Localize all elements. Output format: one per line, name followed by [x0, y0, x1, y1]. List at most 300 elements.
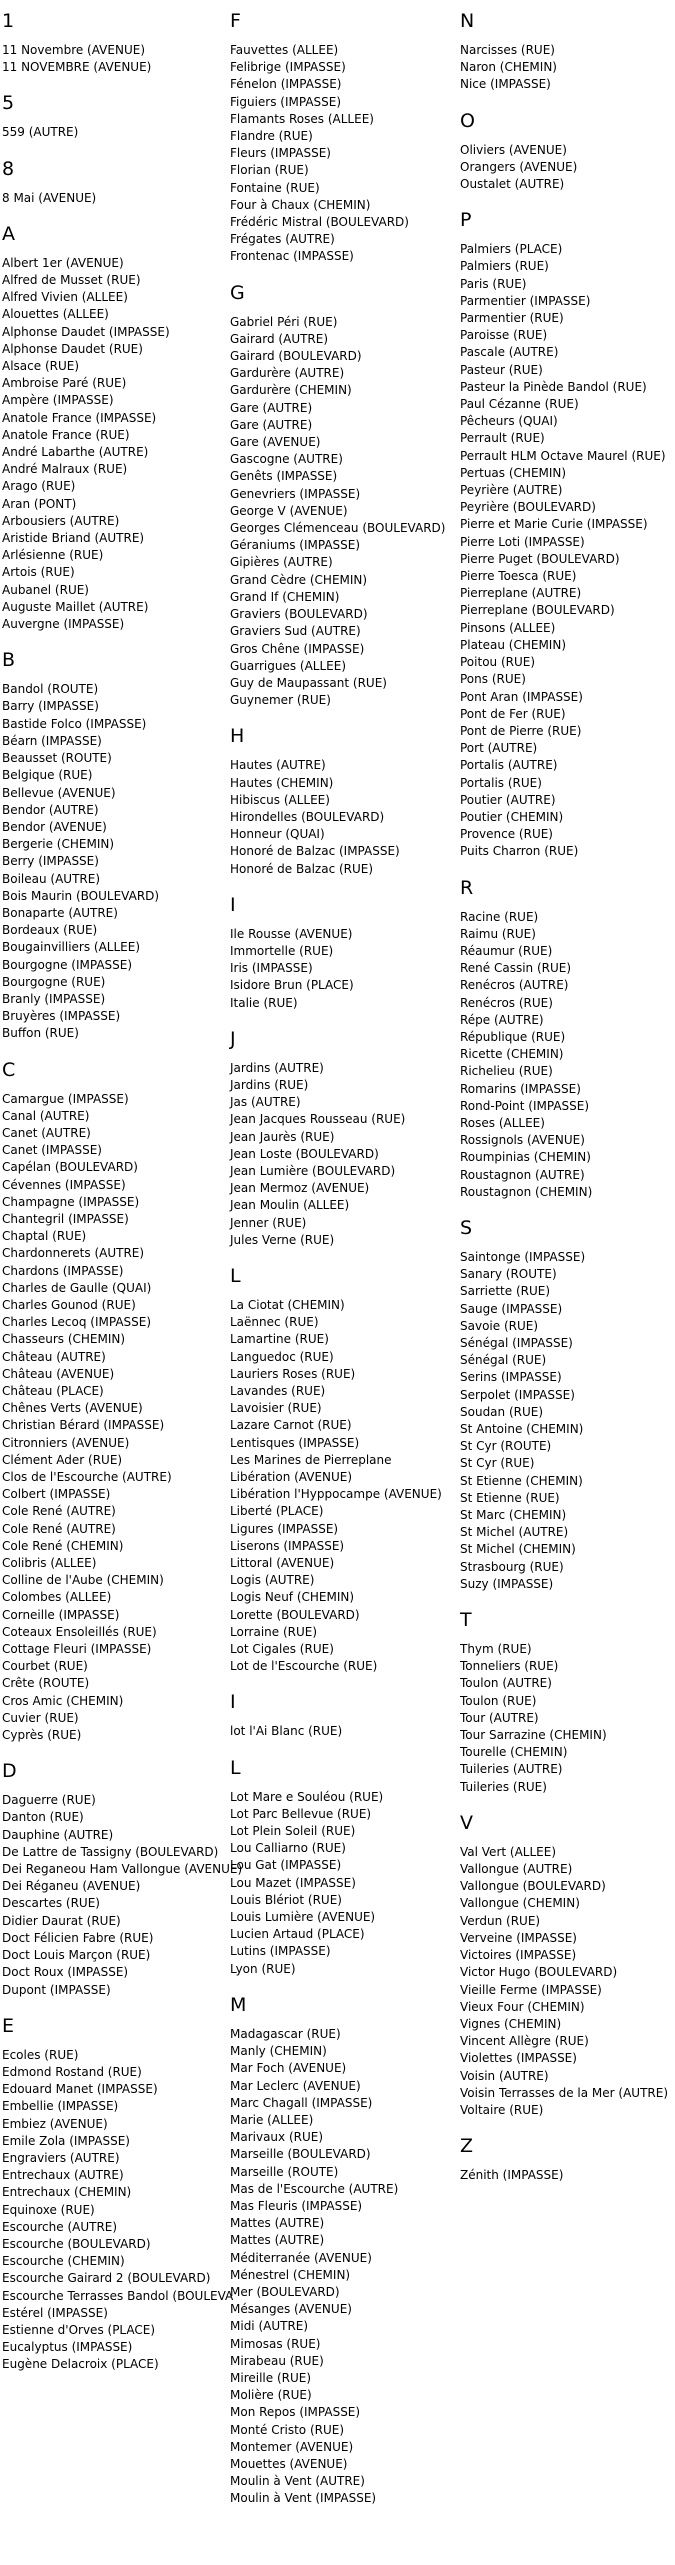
street-entry: Lorette (BOULEVARD)	[230, 1607, 360, 1622]
street-entry: Richelieu (RUE)	[460, 1064, 553, 1079]
street-entry: Doct Roux (IMPASSE)	[2, 1965, 129, 1980]
street-section	[2, 158, 227, 207]
street-entry: Romarins (IMPASSE)	[460, 1081, 581, 1096]
street-entry: Jenner (RUE)	[230, 1215, 307, 1230]
street-entry: Bordeaux (RUE)	[2, 923, 98, 938]
street-entry: Eucalyptus (IMPASSE)	[2, 2340, 133, 2355]
section-letter-heading: J	[230, 1027, 236, 1050]
street-entry: Narcisses (RUE)	[460, 43, 555, 57]
street-entry: Arlésienne (RUE)	[2, 548, 104, 563]
street-entry: Lot Plein Soleil (RUE)	[230, 1824, 356, 1839]
street-entry: Jean Mermoz (AVENUE)	[230, 1181, 370, 1196]
street-entry: Poutier (AUTRE)	[460, 792, 556, 807]
street-entry: Four à Chaux (CHEMIN)	[230, 197, 371, 212]
street-entry: Arago (RUE)	[2, 479, 76, 494]
section-letter-heading: P	[460, 209, 472, 232]
section-letter-heading: 5	[2, 92, 15, 115]
street-entry: Pierreplane (BOULEVARD)	[460, 603, 615, 618]
street-entry: Grand Cèdre (CHEMIN)	[230, 572, 368, 587]
street-entry: Daguerre (RUE)	[2, 1793, 96, 1808]
street-entry: De Lattre de Tassigny (BOULEVARD)	[2, 1844, 219, 1859]
street-entry: Suzy (IMPASSE)	[460, 1576, 554, 1591]
street-section	[460, 1609, 675, 1796]
street-entry: Vieille Ferme (IMPASSE)	[460, 1982, 602, 1997]
street-entry: Barry (IMPASSE)	[2, 699, 99, 714]
street-entry: Cuvier (RUE)	[2, 1710, 79, 1725]
street-entry: 8 Mai (AVENUE)	[2, 190, 97, 205]
street-entry: Pêcheurs (QUAI)	[460, 414, 558, 429]
street-entry: Vieux Four (CHEMIN)	[460, 1999, 585, 2014]
street-entry: Cole René (AUTRE)	[2, 1521, 116, 1536]
street-entry: Edmond Rostand (RUE)	[2, 2064, 142, 2079]
street-entry: Poitou (RUE)	[460, 655, 536, 670]
street-entry: Palmiers (PLACE)	[460, 242, 563, 257]
street-entry: Frédéric Mistral (BOULEVARD)	[230, 215, 409, 230]
street-entry: Danton (RUE)	[2, 1810, 84, 1825]
street-entry: Pascale (AUTRE)	[460, 345, 559, 360]
street-section	[230, 1691, 455, 1740]
street-section	[2, 10, 227, 76]
street-entry: Logis Neuf (CHEMIN)	[230, 1590, 355, 1605]
street-entry: Portalis (RUE)	[460, 775, 542, 790]
street-entry: Gare (AUTRE)	[230, 400, 313, 415]
street-entry: Jean Jacques Rousseau (RUE)	[230, 1112, 406, 1127]
street-entry: Gascogne (AUTRE)	[230, 452, 343, 467]
street-entry: Jean Moulin (ALLEE)	[230, 1198, 350, 1213]
street-entry: Roustagnon (AUTRE)	[460, 1167, 585, 1182]
street-entry: Eugène Delacroix (PLACE)	[2, 2357, 159, 2372]
street-section	[2, 92, 227, 141]
section-letter-heading: M	[230, 1993, 247, 2016]
street-entry: Peyrière (BOULEVARD)	[460, 500, 596, 515]
street-entry: Gardurère (AUTRE)	[230, 366, 345, 381]
street-entry: Les Marines de Pierreplane	[230, 1452, 392, 1467]
street-entry: Nice (IMPASSE)	[460, 77, 551, 92]
street-entry: Colibris (ALLEE)	[2, 1556, 97, 1571]
section-letter-heading: H	[230, 725, 245, 748]
street-entry: Chênes Verts (AVENUE)	[2, 1401, 143, 1416]
street-entry: Branly (IMPASSE)	[2, 991, 106, 1006]
section-letter-heading: G	[230, 281, 245, 304]
street-entry: Ménestrel (CHEMIN)	[230, 2267, 351, 2282]
street-entry: Lot Cigales (RUE)	[230, 1642, 334, 1657]
street-entry: Mimosas (RUE)	[230, 2336, 321, 2351]
section-letter-heading: I	[230, 893, 236, 916]
street-entry: Victor Hugo (BOULEVARD)	[460, 1965, 618, 1980]
street-entry: Bellevue (AVENUE)	[2, 785, 116, 800]
street-entry: Zénith (IMPASSE)	[460, 2168, 564, 2183]
street-entry: Mouettes (AVENUE)	[230, 2456, 348, 2471]
street-entry: Lou Mazet (IMPASSE)	[230, 1875, 356, 1890]
street-entry: Lucien Artaud (PLACE)	[230, 1927, 365, 1942]
street-entry: Pont Aran (IMPASSE)	[460, 689, 583, 704]
street-entry: Dupont (IMPASSE)	[2, 1982, 111, 1997]
street-entry: Jean Loste (BOULEVARD)	[230, 1146, 379, 1161]
street-section	[460, 877, 675, 1201]
street-entry: Colline de l'Aube (CHEMIN)	[2, 1573, 164, 1588]
section-letter-heading: I	[230, 1691, 236, 1714]
street-entry: Toulon (AUTRE)	[460, 1676, 552, 1691]
street-entry: Canet (IMPASSE)	[2, 1143, 102, 1158]
street-entry: Bruyères (IMPASSE)	[2, 1009, 121, 1024]
street-entry: Pont de Fer (RUE)	[460, 706, 566, 721]
street-entry: Fontaine (RUE)	[230, 180, 320, 195]
street-entry: Vallongue (BOULEVARD)	[460, 1879, 606, 1894]
street-entry: Aubanel (RUE)	[2, 582, 89, 597]
street-entry: Emile Zola (IMPASSE)	[2, 2133, 130, 2148]
street-entry: Mirabeau (RUE)	[230, 2353, 324, 2368]
street-section	[2, 223, 227, 633]
street-entry: Christian Bérard (IMPASSE)	[2, 1418, 165, 1433]
street-entry: Artois (RUE)	[2, 565, 75, 580]
street-entry: Honoré de Balzac (IMPASSE)	[230, 844, 400, 859]
street-entry: Perrault (RUE)	[460, 431, 545, 446]
column-1	[2, 10, 243, 2390]
street-entry: Mas Fleuris (IMPASSE)	[230, 2198, 363, 2213]
street-entry: Charles Gounod (RUE)	[2, 1297, 136, 1312]
street-entry: St Cyr (RUE)	[460, 1456, 535, 1471]
street-entry: Escourche (BOULEVARD)	[2, 2236, 151, 2251]
street-entry: Gairard (AUTRE)	[230, 331, 329, 346]
street-entry: Fénelon (IMPASSE)	[230, 77, 342, 92]
street-entry: Toulon (RUE)	[460, 1693, 537, 1708]
street-entry: Citronniers (AVENUE)	[2, 1435, 130, 1450]
street-entry: Iris (IMPASSE)	[230, 961, 313, 976]
street-entry: Cole René (AUTRE)	[2, 1504, 116, 1519]
street-entry: Colombes (ALLEE)	[2, 1590, 112, 1605]
street-entry: Bergerie (CHEMIN)	[2, 837, 115, 852]
street-entry: Soudan (RUE)	[460, 1404, 544, 1419]
street-entry: Renécros (RUE)	[460, 995, 553, 1010]
section-letter-heading: S	[460, 1216, 473, 1239]
section-letter-heading: L	[230, 1264, 241, 1287]
street-entry: Engraviers (AUTRE)	[2, 2150, 120, 2165]
section-letter-heading: 1	[2, 10, 15, 32]
street-entry: Alsace (RUE)	[2, 359, 80, 374]
section-letter-heading: N	[460, 10, 475, 32]
street-entry: La Ciotat (CHEMIN)	[230, 1297, 345, 1312]
street-entry: Verveine (IMPASSE)	[460, 1930, 577, 1945]
street-entry: Bandol (ROUTE)	[2, 682, 99, 697]
street-entry: Lazare Carnot (RUE)	[230, 1418, 352, 1433]
street-entry: Tuileries (AUTRE)	[460, 1762, 563, 1777]
street-entry: Georges Clémenceau (BOULEVARD)	[230, 521, 446, 536]
street-section	[2, 649, 227, 1042]
street-section	[2, 1059, 227, 1745]
street-entry: Bonaparte (AUTRE)	[2, 905, 118, 920]
street-entry: Frontenac (IMPASSE)	[230, 249, 354, 264]
section-letter-heading: A	[2, 222, 15, 245]
street-entry: Genevriers (IMPASSE)	[230, 486, 361, 501]
street-entry: Canet (AUTRE)	[2, 1125, 91, 1140]
street-entry: Pierreplane (AUTRE)	[460, 586, 582, 601]
street-entry: Aristide Briand (AUTRE)	[2, 531, 145, 546]
street-entry: Marseille (ROUTE)	[230, 2164, 339, 2179]
street-entry: Escourche Terrasses Bandol (BOULEVA	[2, 2288, 234, 2303]
street-entry: Logis (AUTRE)	[230, 1573, 315, 1588]
street-entry: Alfred Vivien (ALLEE)	[2, 290, 128, 305]
street-entry: Pierre et Marie Curie (IMPASSE)	[460, 517, 648, 532]
street-entry: Racine (RUE)	[460, 909, 539, 924]
street-entry: Vallongue (AUTRE)	[460, 1862, 573, 1877]
street-entry: Bendor (AUTRE)	[2, 802, 99, 817]
street-entry: Mattes (AUTRE)	[230, 2233, 325, 2248]
street-entry: Genêts (IMPASSE)	[230, 469, 338, 484]
street-entry: St Etienne (RUE)	[460, 1490, 560, 1505]
street-entry: Château (PLACE)	[2, 1384, 104, 1398]
street-entry: Gardurère (CHEMIN)	[230, 383, 352, 398]
street-entry: Beausset (ROUTE)	[2, 751, 112, 766]
street-entry: Courbet (RUE)	[2, 1659, 88, 1674]
section-letter-heading: V	[460, 1811, 473, 1834]
street-entry: Hautes (CHEMIN)	[230, 775, 334, 790]
street-entry: Embellie (IMPASSE)	[2, 2099, 119, 2114]
street-entry: Champagne (IMPASSE)	[2, 1194, 140, 1209]
section-letter-heading: O	[460, 109, 475, 132]
street-entry: Sauge (IMPASSE)	[460, 1301, 563, 1316]
street-entry: Guy de Maupassant (RUE)	[230, 675, 387, 690]
street-entry: Monté Cristo (RUE)	[230, 2422, 345, 2437]
street-entry: Parmentier (RUE)	[460, 311, 564, 326]
street-entry: Escourche (AUTRE)	[2, 2219, 118, 2234]
street-entry: Didier Daurat (RUE)	[2, 1913, 121, 1928]
section-letter-heading: R	[460, 876, 474, 899]
street-entry: Pinsons (ALLEE)	[460, 620, 556, 635]
street-entry: Liserons (IMPASSE)	[230, 1538, 345, 1553]
street-entry: Escourche Gairard 2 (BOULEVARD)	[2, 2271, 211, 2286]
street-entry: Lou Gat (IMPASSE)	[230, 1858, 342, 1873]
street-entry: Gros Chêne (IMPASSE)	[230, 641, 365, 656]
street-entry: Peyrière (AUTRE)	[460, 483, 563, 498]
street-entry: Louis Blériot (RUE)	[230, 1892, 342, 1907]
street-entry: Pierre Toesca (RUE)	[460, 569, 577, 584]
street-entry: St Marc (CHEMIN)	[460, 1508, 567, 1523]
street-entry: Géraniums (IMPASSE)	[230, 538, 361, 553]
street-entry: Gabriel Péri (RUE)	[230, 314, 338, 329]
street-entry: Doct Félicien Fabre (RUE)	[2, 1930, 154, 1945]
street-entry: Jardins (AUTRE)	[230, 1060, 324, 1075]
street-entry: Plateau (CHEMIN)	[460, 637, 567, 652]
street-entry: Ambroise Paré (RUE)	[2, 376, 127, 391]
street-entry: Escourche (CHEMIN)	[2, 2254, 125, 2269]
street-entry: René Cassin (RUE)	[460, 961, 572, 976]
street-entry: Dauphine (AUTRE)	[2, 1827, 114, 1842]
street-entry: Bastide Folco (IMPASSE)	[2, 716, 147, 731]
street-entry: Flamants Roses (ALLEE)	[230, 111, 374, 126]
street-entry: Ile Rousse (AVENUE)	[230, 926, 353, 941]
street-section	[460, 1812, 675, 2119]
street-entry: Mon Repos (IMPASSE)	[230, 2405, 361, 2420]
street-entry: Immortelle (RUE)	[230, 943, 334, 958]
street-entry: St Etienne (CHEMIN)	[460, 1473, 583, 1488]
street-entry: Ligures (IMPASSE)	[230, 1521, 339, 1536]
street-entry: Grand If (CHEMIN)	[230, 589, 340, 604]
street-entry: Lot Parc Bellevue (RUE)	[230, 1806, 372, 1821]
street-entry: Jas (AUTRE)	[230, 1095, 301, 1110]
street-entry: Paroisse (RUE)	[460, 328, 548, 343]
section-letter-heading: C	[2, 1058, 16, 1081]
street-entry: Dei Réganeu (AVENUE)	[2, 1879, 141, 1894]
street-entry: Serins (IMPASSE)	[460, 1370, 562, 1385]
street-entry: Clément Ader (RUE)	[2, 1452, 123, 1467]
street-entry: Auvergne (IMPASSE)	[2, 617, 125, 632]
street-entry: 559 (AUTRE)	[2, 125, 79, 140]
street-entry: Marc Chagall (IMPASSE)	[230, 2095, 373, 2110]
street-entry: Béarn (IMPASSE)	[2, 733, 102, 748]
street-entry: Victoires (IMPASSE)	[460, 1948, 577, 1963]
street-entry: Jules Verne (RUE)	[230, 1232, 335, 1247]
street-entry: Roumpinias (CHEMIN)	[460, 1150, 591, 1165]
street-entry: Littoral (AVENUE)	[230, 1556, 335, 1571]
street-entry: Chardons (IMPASSE)	[2, 1263, 124, 1278]
street-entry: Mar Leclerc (AVENUE)	[230, 2078, 361, 2093]
street-entry: Liberté (PLACE)	[230, 1504, 324, 1519]
street-entry: Lavandes (RUE)	[230, 1384, 326, 1398]
street-entry: St Michel (CHEMIN)	[460, 1542, 576, 1557]
street-entry: Berry (IMPASSE)	[2, 854, 99, 869]
street-entry: Tonneliers (RUE)	[460, 1659, 559, 1674]
street-entry: Moulin à Vent (IMPASSE)	[230, 2491, 377, 2506]
street-entry: Cros Amic (CHEMIN)	[2, 1693, 124, 1708]
street-entry: Doct Louis Marçon (RUE)	[2, 1948, 151, 1963]
street-section	[460, 209, 675, 860]
street-entry: Verdun (RUE)	[460, 1913, 541, 1928]
street-entry: Fleurs (IMPASSE)	[230, 146, 331, 161]
street-entry: Gare (AUTRE)	[230, 417, 313, 432]
street-entry: Portalis (AUTRE)	[460, 758, 558, 773]
street-entry: Sénégal (RUE)	[460, 1353, 547, 1368]
street-section	[460, 1217, 675, 1593]
street-entry: Lot Mare e Souléou (RUE)	[230, 1789, 384, 1804]
street-entry: Entrechaux (CHEMIN)	[2, 2185, 132, 2200]
street-entry: Auguste Maillet (AUTRE)	[2, 599, 149, 614]
street-entry: Tour Sarrazine (CHEMIN)	[460, 1728, 607, 1743]
street-entry: Embiez (AVENUE)	[2, 2116, 108, 2131]
street-entry: Val Vert (ALLEE)	[460, 1844, 556, 1859]
street-entry: Mattes (AUTRE)	[230, 2216, 325, 2231]
section-letter-heading: 8	[2, 157, 15, 180]
street-entry: 11 Novembre (AVENUE)	[2, 43, 145, 57]
street-entry: Alouettes (ALLEE)	[2, 307, 109, 322]
street-entry: Sanary (ROUTE)	[460, 1267, 557, 1282]
street-entry: Mésanges (AVENUE)	[230, 2302, 352, 2317]
street-entry: Port (AUTRE)	[460, 741, 538, 756]
street-entry: Vignes (CHEMIN)	[460, 2016, 562, 2031]
street-entry: Roses (ALLEE)	[460, 1115, 545, 1130]
street-entry: Jean Jaurès (RUE)	[230, 1129, 335, 1144]
street-entry: Savoie (RUE)	[460, 1318, 539, 1333]
street-entry: Italie (RUE)	[230, 995, 298, 1010]
street-entry: Château (AUTRE)	[2, 1349, 106, 1364]
street-entry: Estérel (IMPASSE)	[2, 2305, 108, 2320]
street-entry: Paris (RUE)	[460, 276, 527, 291]
street-entry: Répe (AUTRE)	[460, 1012, 544, 1027]
street-entry: Lamartine (RUE)	[230, 1332, 329, 1347]
street-entry: République (RUE)	[460, 1029, 566, 1044]
street-entry: Frégates (AUTRE)	[230, 232, 335, 247]
column-3	[460, 10, 675, 2200]
street-entry: Libération (AVENUE)	[230, 1470, 353, 1485]
street-entry: Parmentier (IMPASSE)	[460, 293, 591, 308]
section-letter-heading: T	[460, 1609, 472, 1632]
street-entry: Charles Lecoq (IMPASSE)	[2, 1315, 152, 1330]
street-entry: Vincent Allègre (RUE)	[460, 2034, 589, 2049]
street-entry: Mireille (RUE)	[230, 2370, 312, 2385]
street-entry: Albert 1er (AVENUE)	[2, 255, 124, 270]
street-entry: Oustalet (AUTRE)	[460, 177, 565, 192]
street-entry: Colbert (IMPASSE)	[2, 1487, 111, 1502]
street-entry: Perrault HLM Octave Maurel (RUE)	[460, 448, 666, 463]
street-entry: Vallongue (CHEMIN)	[460, 1896, 580, 1911]
street-entry: Honneur (QUAI)	[230, 827, 325, 842]
street-entry: Boileau (AUTRE)	[2, 871, 101, 886]
street-entry: Château (AVENUE)	[2, 1366, 115, 1381]
street-section	[230, 282, 455, 710]
street-entry: Ricette (CHEMIN)	[460, 1047, 564, 1062]
street-entry: Descartes (RUE)	[2, 1896, 100, 1911]
street-entry: Pasteur (RUE)	[460, 362, 543, 377]
street-entry: Puits Charron (RUE)	[460, 844, 579, 859]
street-entry: André Malraux (RUE)	[2, 462, 128, 477]
street-section	[460, 110, 675, 194]
street-entry: Orangers (AVENUE)	[460, 159, 578, 174]
street-section	[230, 725, 455, 877]
street-entry: Oliviers (AVENUE)	[460, 142, 567, 157]
street-section	[230, 1994, 455, 2508]
street-entry: Laënnec (RUE)	[230, 1315, 319, 1330]
street-entry: Rond-Point (IMPASSE)	[460, 1098, 590, 1113]
street-entry: Voisin (AUTRE)	[460, 2068, 549, 2083]
street-entry: Mer (BOULEVARD)	[230, 2284, 340, 2299]
street-entry: Cévennes (IMPASSE)	[2, 1177, 126, 1192]
street-entry: Midi (AUTRE)	[230, 2319, 309, 2334]
street-entry: Lot de l'Escourche (RUE)	[230, 1659, 378, 1674]
street-entry: Lou Calliarno (RUE)	[230, 1841, 346, 1856]
street-entry: 11 NOVEMBRE (AVENUE)	[2, 60, 152, 75]
street-entry: Libération l'Hyppocampe (AVENUE)	[230, 1487, 442, 1502]
street-entry: Bourgogne (IMPASSE)	[2, 957, 133, 972]
street-entry: Tuileries (RUE)	[460, 1779, 547, 1794]
section-letter-heading: F	[230, 10, 241, 32]
street-entry: Ampère (IMPASSE)	[2, 393, 114, 408]
street-entry: Honoré de Balzac (RUE)	[230, 861, 374, 876]
street-entry: Madagascar (RUE)	[230, 2026, 341, 2041]
street-entry: Louis Lumière (AVENUE)	[230, 1910, 376, 1925]
street-entry: Cottage Fleuri (IMPASSE)	[2, 1642, 152, 1657]
street-entry: Strasbourg (RUE)	[460, 1559, 564, 1574]
street-entry: Rossignols (AVENUE)	[460, 1133, 585, 1148]
street-entry: Graviers (BOULEVARD)	[230, 607, 368, 622]
street-entry: Raimu (RUE)	[460, 926, 536, 941]
street-entry: Flandre (RUE)	[230, 129, 313, 144]
street-entry: Thym (RUE)	[460, 1642, 532, 1657]
street-entry: Gare (AVENUE)	[230, 435, 321, 450]
street-entry: Montemer (AVENUE)	[230, 2439, 354, 2454]
street-entry: Voltaire (RUE)	[460, 2102, 544, 2117]
street-entry: Marivaux (RUE)	[230, 2130, 324, 2145]
street-entry: Arbousiers (AUTRE)	[2, 513, 120, 528]
street-entry: Serpolet (IMPASSE)	[460, 1387, 575, 1402]
street-entry: Provence (RUE)	[460, 827, 553, 842]
street-entry: Lutins (IMPASSE)	[230, 1944, 331, 1959]
street-entry: Alphonse Daudet (IMPASSE)	[2, 324, 170, 339]
section-letter-heading: D	[2, 1760, 17, 1783]
street-entry: Estienne d'Orves (PLACE)	[2, 2322, 156, 2337]
street-entry: Voisin Terrasses de la Mer (AUTRE)	[460, 2085, 669, 2100]
street-section	[2, 2014, 234, 2374]
street-entry: Palmiers (RUE)	[460, 259, 549, 274]
street-entry: Sénégal (IMPASSE)	[460, 1336, 573, 1350]
